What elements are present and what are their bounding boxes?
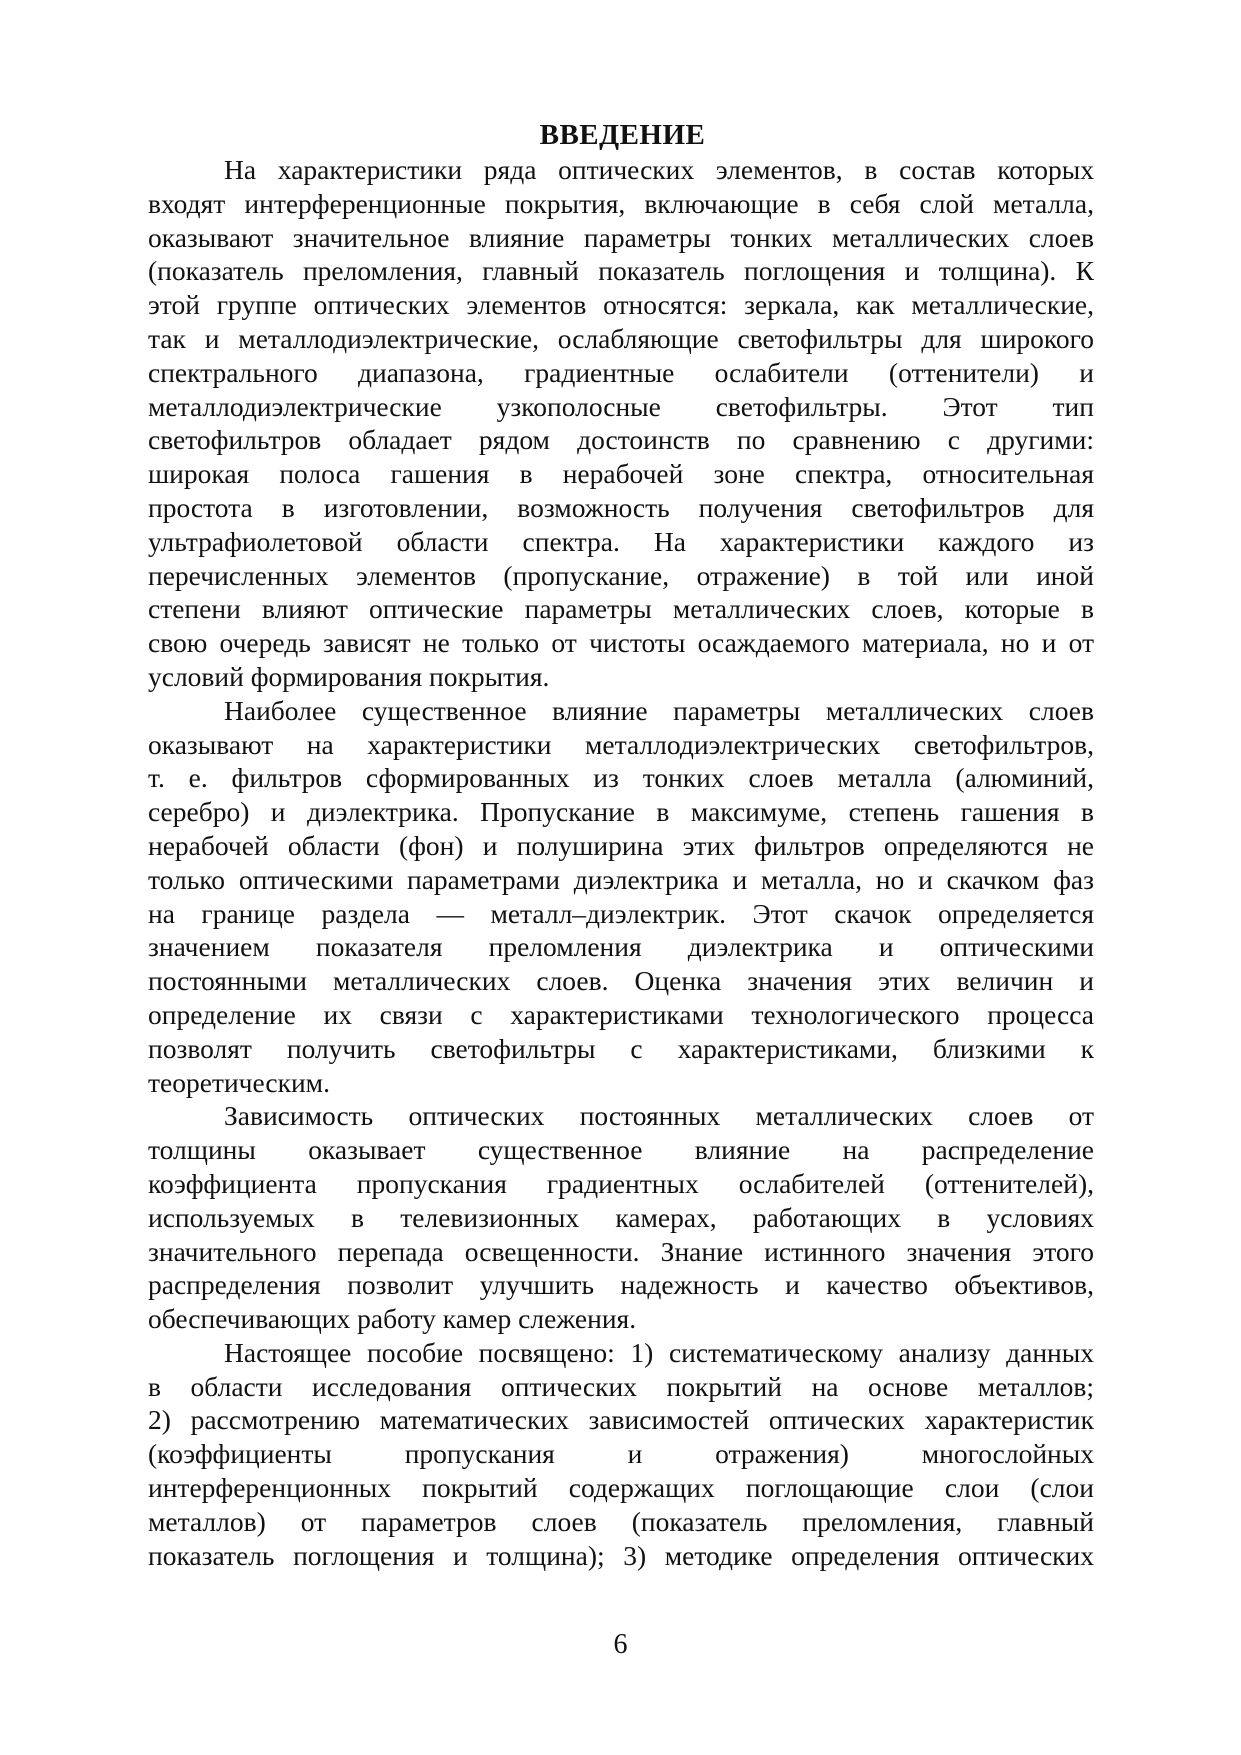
text-line: так и металлодиэлектрические, ослабляющие светофильтры для широкого <box>148 322 1094 354</box>
text-line: Настоящее пособие посвящено: 1) систематическому анализу данных <box>224 1336 1094 1368</box>
text-line: светофильтров обладает рядом достоинств по сравнению с другими: <box>148 424 1094 456</box>
page-title: ВВЕДЕНИЕ <box>539 119 706 151</box>
text-line: На характеристики ряда оптических элементов, в состав которых <box>224 154 1094 185</box>
text-line: ультрафиолетовой области спектра. На характеристики каждого из <box>148 525 1094 557</box>
text-line: обеспечивающих работу камер слежения. <box>148 1303 637 1335</box>
text-line: оказывают на характеристики металлодиэлектрических светофильтров, <box>148 728 1094 760</box>
text-line: определение их связи с характеристиками технологического процесса <box>148 998 1094 1030</box>
text-line: оказывают значительное влияние параметры тонких металлических слоев <box>148 221 1094 253</box>
text-line: металлодиэлектрические узкополосные светофильтры. Этот тип <box>148 390 1094 422</box>
text-line: показатель поглощения и толщина); 3) методике определения оптических <box>148 1539 1094 1571</box>
text-line: входят интерференционные покрытия, включающие в себя слой металла, <box>148 187 1094 219</box>
text-line: на границе раздела — металл–диэлектрик. Этот скачок определяется <box>148 897 1094 929</box>
text-line: металлов) от параметров слоев (показатель преломления, главный <box>148 1505 1094 1537</box>
paragraph-3 <box>148 1099 1094 1336</box>
text-line: Зависимость оптических постоянных металлических слоев от <box>224 1100 1094 1132</box>
body-text <box>148 153 1094 1572</box>
paragraph-4 <box>148 1336 1094 1573</box>
text-line: интерференционных покрытий содержащих поглощающие слои (слои <box>148 1472 1094 1504</box>
text-line: свою очередь зависят не только от чистоты осаждаемого материала, но и от <box>148 627 1094 659</box>
page-number: 6 <box>613 1629 628 1660</box>
text-line: Наиболее существенное влияние параметры металлических слоев <box>224 694 1094 726</box>
text-line: позволят получить светофильтры с характеристиками, близкими к <box>148 1032 1094 1064</box>
paragraph-2 <box>148 694 1094 1100</box>
text-line: постоянными металлических слоев. Оценка значения этих величин и <box>148 965 1094 997</box>
text-line: этой группе оптических элементов относятся: зеркала, как металлические, <box>148 289 1094 321</box>
text-line: значительного перепада освещенности. Знание истинного значения этого <box>148 1235 1094 1267</box>
text-line: (показатель преломления, главный показатель поглощения и толщина). К <box>148 255 1094 287</box>
text-line: спектрального диапазона, градиентные ослабители (оттенители) и <box>148 356 1094 388</box>
text-line: широкая полоса гашения в нерабочей зоне спектра, относительная <box>148 458 1094 490</box>
text-line: (коэффициенты пропускания и отражения) многослойных <box>148 1438 1094 1470</box>
text-line: простота в изготовлении, возможность получения светофильтров для <box>148 491 1094 523</box>
text-line: условий формирования покрытия. <box>148 660 550 692</box>
text-line: 2) рассмотрению математических зависимостей оптических характеристик <box>148 1404 1094 1436</box>
text-line: толщины оказывает существенное влияние на распределение <box>148 1134 1094 1166</box>
text-line: распределения позволит улучшить надежность и качество объективов, <box>148 1269 1094 1301</box>
text-line: степени влияют оптические параметры металлических слоев, которые в <box>148 593 1094 625</box>
text-line: нерабочей области (фон) и полуширина этих фильтров определяются не <box>148 829 1094 861</box>
text-line: перечисленных элементов (пропускание, отражение) в той или иной <box>148 559 1094 591</box>
text-line: теоретическим. <box>148 1066 330 1098</box>
text-line: т. е. фильтров сформированных из тонких слоев металла (алюминий, <box>148 762 1094 794</box>
text-line: коэффициента пропускания градиентных ослабителей (оттенителей), <box>148 1167 1094 1199</box>
text-line: значением показателя преломления диэлектрика и оптическими <box>148 931 1094 963</box>
text-line: используемых в телевизионных камерах, работающих в условиях <box>148 1201 1094 1233</box>
text-line: в области исследования оптических покрытий на основе металлов; <box>148 1370 1094 1402</box>
paragraph-1 <box>148 153 1094 694</box>
text-line: серебро) и диэлектрика. Пропускание в максимуме, степень гашения в <box>148 796 1094 828</box>
text-line: только оптическими параметрами диэлектрика и металла, но и скачком фаз <box>148 863 1094 895</box>
